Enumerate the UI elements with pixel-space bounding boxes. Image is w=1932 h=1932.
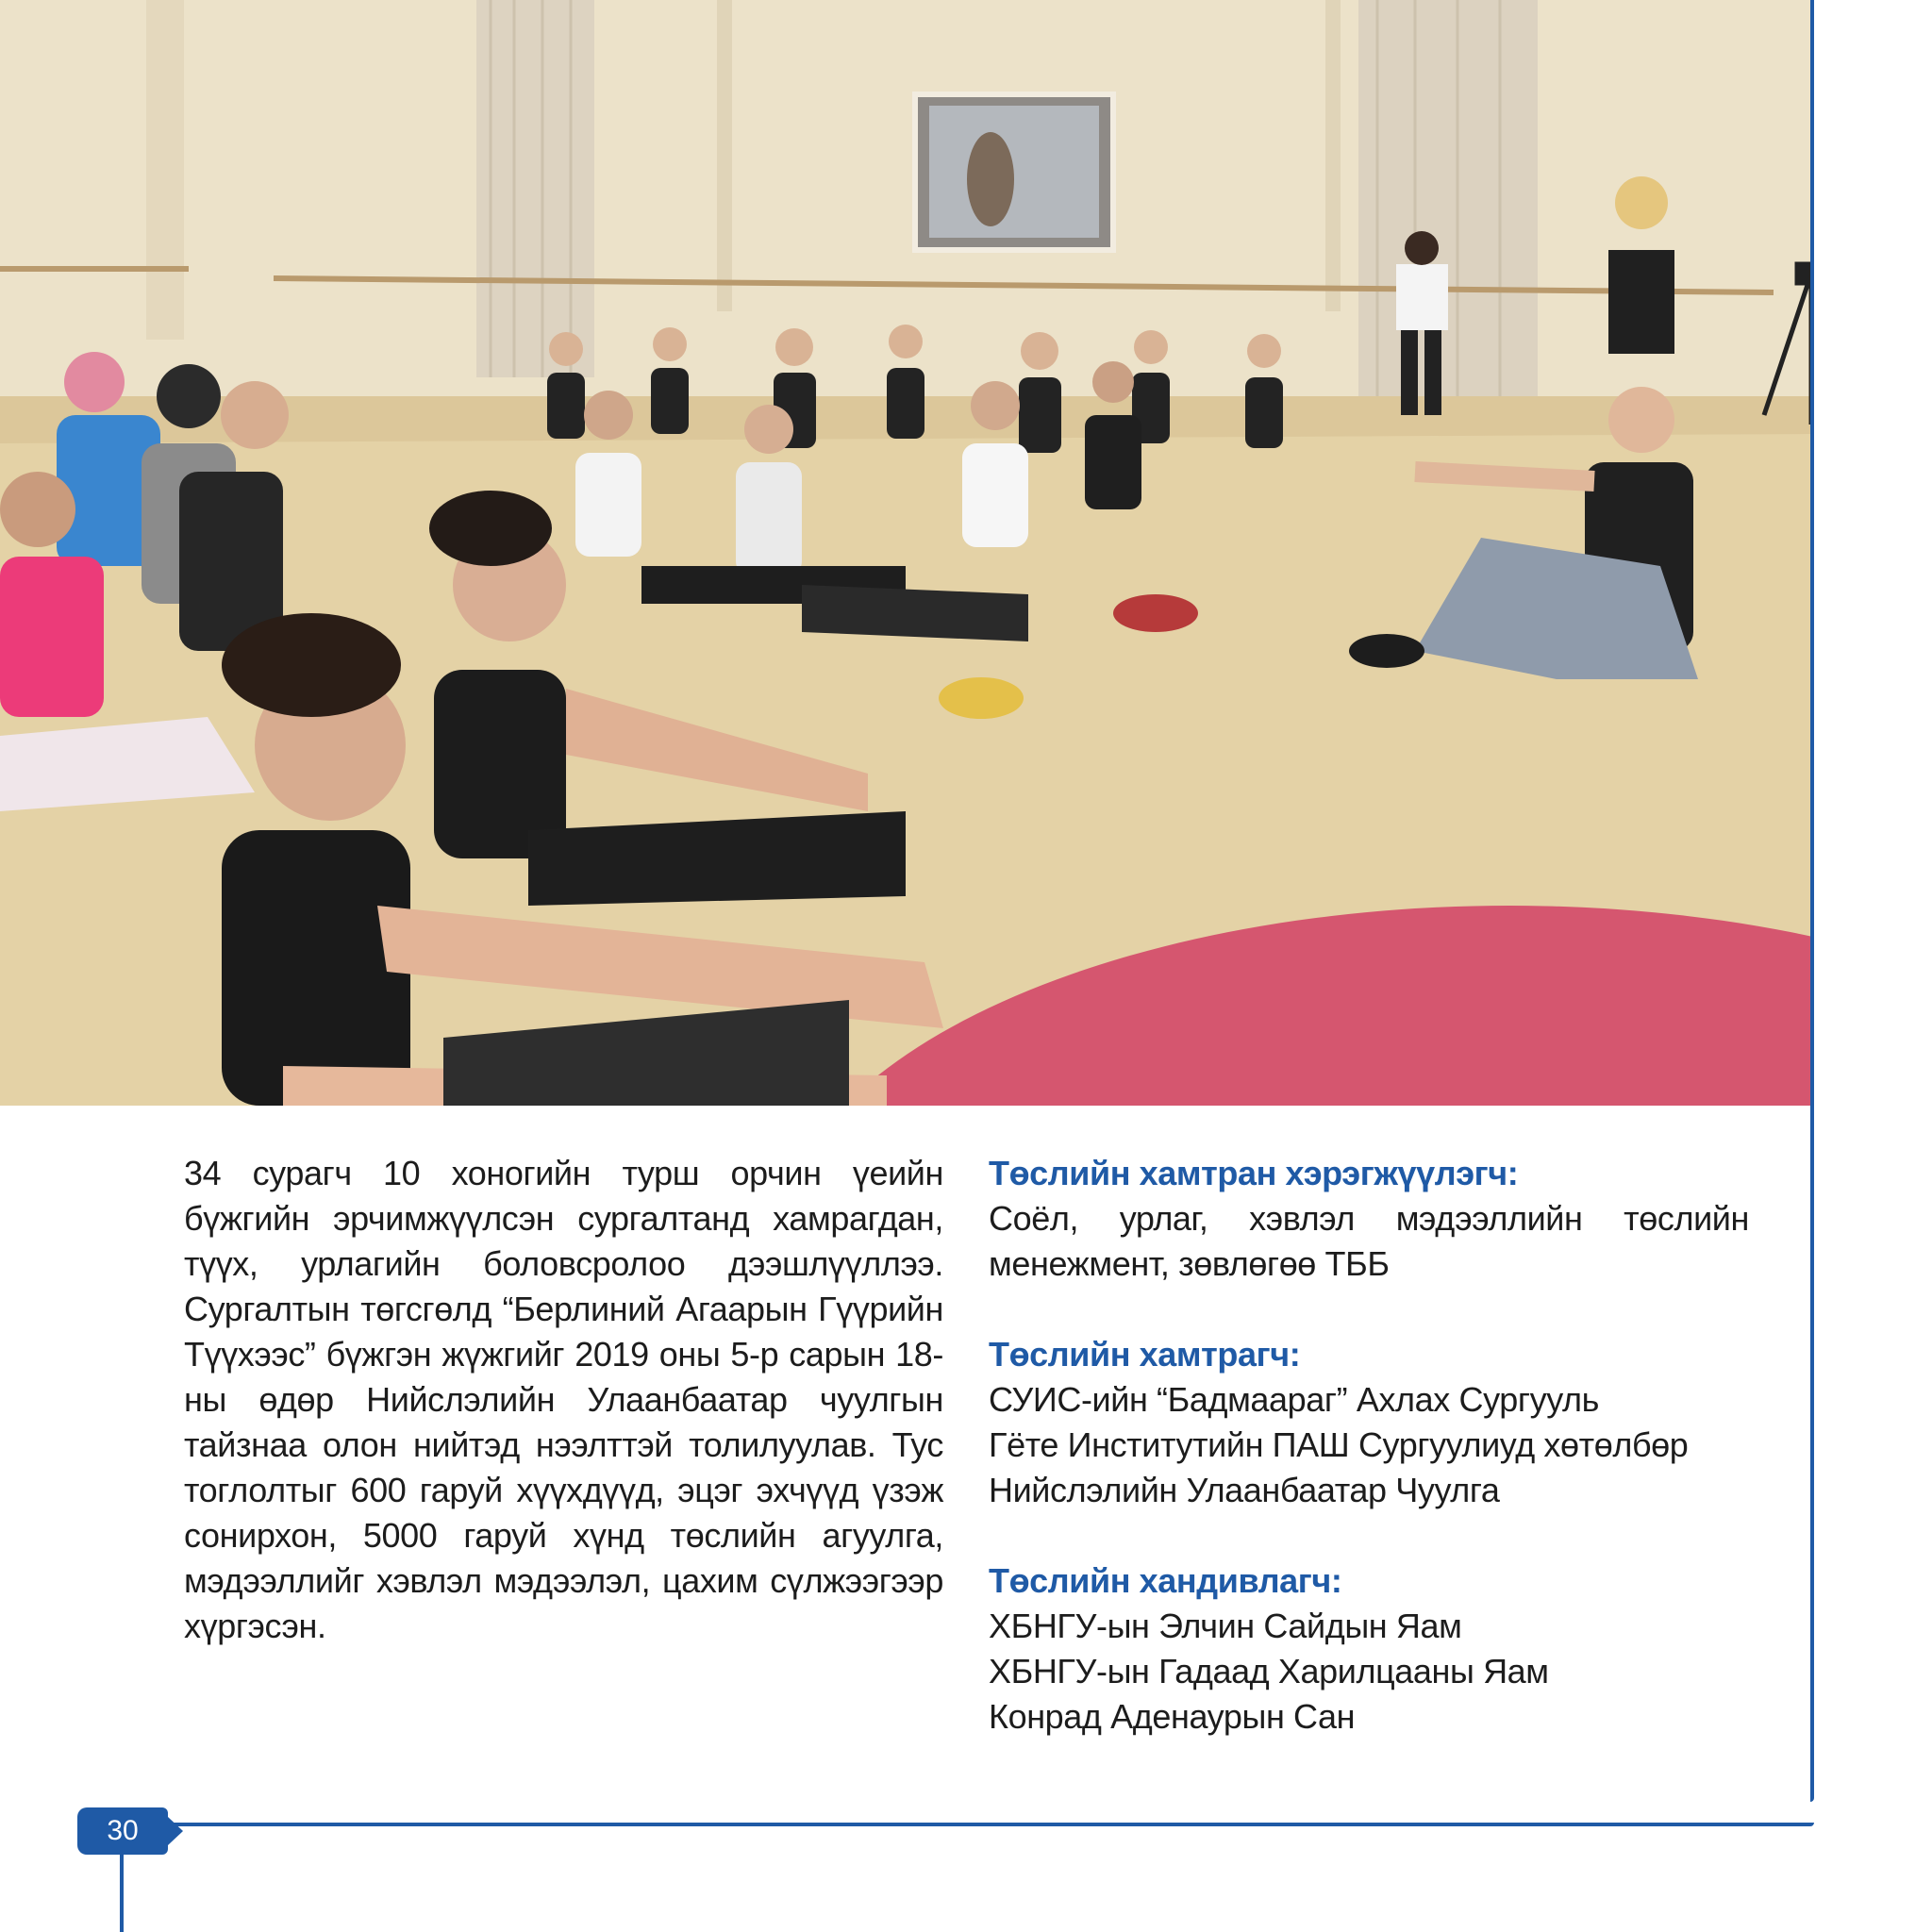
- implementer-block: [989, 1151, 1749, 1287]
- sponsor-line: ХБНГУ-ын Гадаад Харилцааны Яам: [989, 1652, 1549, 1690]
- partner-line: Гёте Институтийн ПАШ Сургуулиуд хөтөлбөр: [989, 1425, 1689, 1464]
- sponsor-line: ХБНГУ-ын Элчин Сайдын Яам: [989, 1607, 1462, 1645]
- partner-heading: Төслийн хамтрагч:: [989, 1335, 1301, 1374]
- sponsor-line: Конрад Аденаурын Сан: [989, 1697, 1356, 1736]
- frame-bottom-line: [160, 1823, 1814, 1826]
- frame-right-line: [1810, 0, 1814, 1802]
- sponsor-block: [989, 1558, 1749, 1740]
- sponsor-heading: Төслийн хандивлагч:: [989, 1561, 1342, 1600]
- right-column: [989, 1151, 1749, 1785]
- partner-line: СУИС-ийн “Бадмаараг” Ахлах Сургууль: [989, 1380, 1599, 1419]
- partner-line: Нийслэлийн Улаанбаатар Чуулга: [989, 1471, 1500, 1509]
- page-number: 30: [107, 1815, 139, 1846]
- implementer-text: Соёл, урлаг, хэвлэл мэдээллийн төслийн менежмент, зөвлөгөө ТББ: [989, 1199, 1749, 1283]
- implementer-heading: Төслийн хамтран хэрэгжүүлэгч:: [989, 1154, 1519, 1192]
- page-number-tab: [77, 1807, 168, 1855]
- body-paragraph: 34 сурагч 10 хоногийн турш орчин үеийн бүжгийн эрчимжүүлсэн сургалтанд хамрагдан, түүх, урлагийн боловсролоо дээшлүүллээ. Сургалтын төгсгөлд “Берлиний Агаарын Гүүрийн Түүхээс” бүжгэн жүжгийг 2019 оны 5-р сарын 18-ны өдөр Нийслэлийн Улаанбаатар чуулгын тайзнаа олон нийтэд нээлттэй толилуулав. Тус тоглолтыг 600 гаруй хүүхдүүд, эцэг эхчүүд үзэж сонирхон, 5000 гаруй хүнд төслийн агуулга, мэдээллийг хэвлэл мэдээлэл, цахим сүлжээгээр хүргэсэн.: [184, 1154, 943, 1645]
- left-column: [184, 1151, 943, 1649]
- partner-block: [989, 1332, 1749, 1513]
